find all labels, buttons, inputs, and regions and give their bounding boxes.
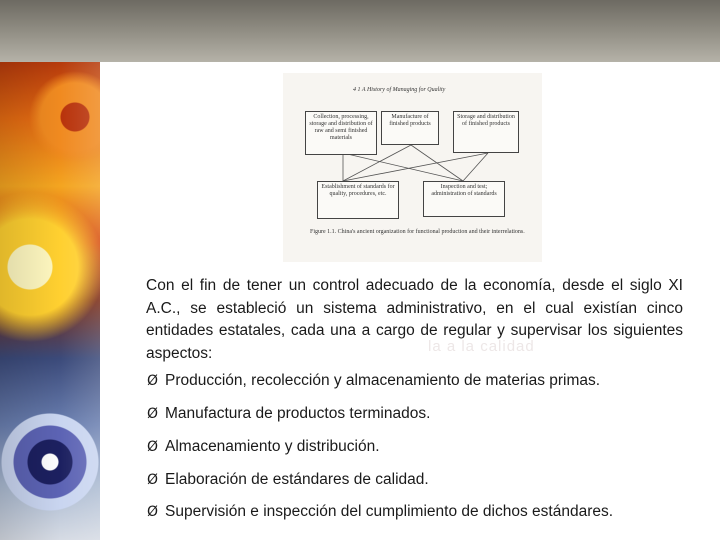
bullet-item	[147, 471, 429, 489]
arrow-bullet-icon: Ø	[147, 472, 159, 488]
diagram-box-storage: Storage and distribution of finished products	[453, 111, 519, 153]
figure-header: 4 1 A History of Managing for Quality	[353, 87, 446, 93]
arrow-bullet-icon: Ø	[147, 504, 159, 520]
header-bar	[0, 0, 720, 62]
bullet-text: Elaboración de estándares de calidad.	[165, 471, 429, 488]
arrow-bullet-icon: Ø	[147, 439, 159, 455]
bullet-text: Supervisión e inspección del cumplimiento de dichos estándares.	[165, 503, 614, 520]
diagram-box-manufacture: Manufacture of finished products	[381, 111, 439, 145]
watermark-text: la a la calidad	[428, 338, 535, 355]
intro-paragraph: Con el fin de tener un control adecuado de la economía, desde el siglo XI A.C., se estableció un sistema administrativo, en el cual existían cinco entidades estatales, cada una a cargo de regular y supervisar los siguientes aspectos:	[146, 277, 683, 362]
connector-line	[343, 153, 463, 181]
organization-diagram-figure	[283, 73, 542, 262]
arrow-bullet-icon: Ø	[147, 373, 159, 389]
diagram-box-collection: Collection, processing, storage and distribution of raw and semi finished materials	[305, 111, 377, 155]
decorative-side-image	[0, 62, 100, 540]
bullet-item	[147, 438, 380, 456]
bullet-text: Manufactura de productos terminados.	[165, 405, 431, 422]
bullet-item	[147, 405, 430, 423]
diagram-box-standards: Establishment of standards for quality, procedures, etc.	[317, 181, 399, 219]
diagram-box-inspection: Inspection and test; administration of standards	[423, 181, 505, 217]
bullet-text: Almacenamiento y distribución.	[165, 438, 380, 455]
arrow-bullet-icon: Ø	[147, 406, 159, 422]
figure-caption: Figure 1.1. China's ancient organization for functional production and their interrelations.	[310, 229, 525, 235]
bullet-item	[147, 372, 600, 390]
bullet-item	[147, 503, 613, 521]
bullet-text: Producción, recolección y almacenamiento de materias primas.	[165, 372, 601, 389]
